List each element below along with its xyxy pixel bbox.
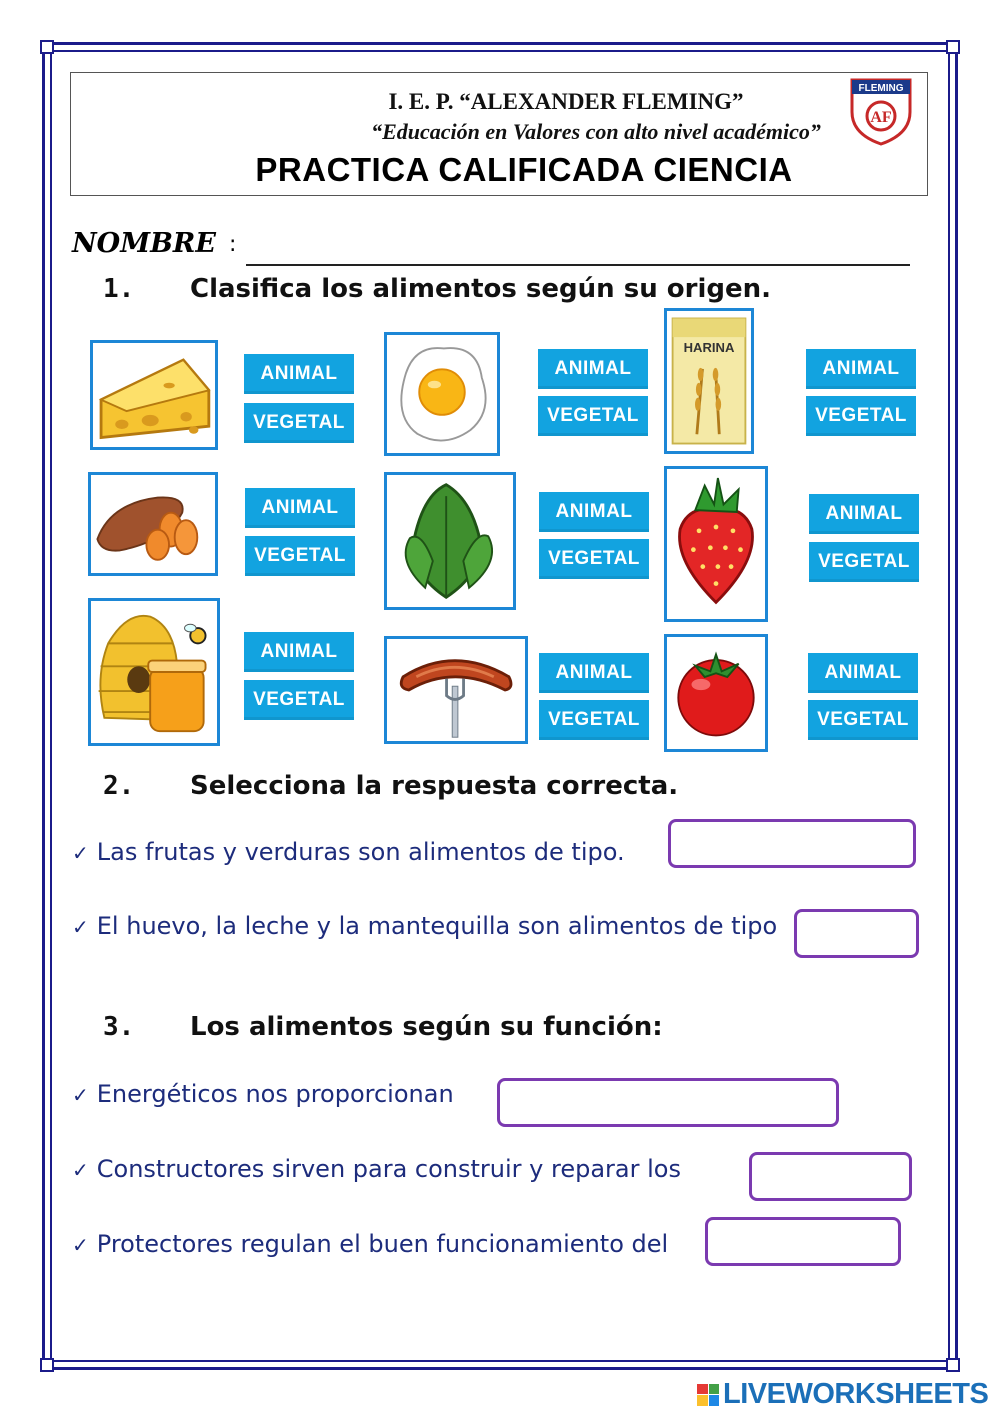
brand-logo-icon	[697, 1384, 719, 1406]
question-1-number: 1.	[103, 274, 135, 304]
spinach-icon	[384, 472, 516, 610]
tomato-icon	[664, 634, 768, 752]
answer-box[interactable]	[497, 1078, 839, 1127]
vegetal-button[interactable]: VEGETAL	[808, 700, 918, 740]
animal-button[interactable]: ANIMAL	[245, 488, 355, 528]
sweet-potato-icon	[88, 472, 218, 576]
flour-bag-icon	[664, 308, 754, 454]
vegetal-button[interactable]: VEGETAL	[538, 396, 648, 436]
vegetal-button[interactable]: VEGETAL	[809, 542, 919, 582]
question-2-number: 2.	[103, 771, 135, 801]
corner-ornament	[40, 40, 54, 54]
vegetal-button[interactable]: VEGETAL	[806, 396, 916, 436]
header-box	[70, 72, 928, 196]
check-icon: ✓	[72, 1158, 89, 1182]
check-icon: ✓	[72, 841, 89, 865]
nombre-colon: :	[229, 232, 237, 257]
question-2-item-2	[72, 912, 777, 940]
vegetal-button[interactable]: VEGETAL	[244, 403, 354, 443]
question-3-item-1	[72, 1080, 454, 1108]
page-title: PRACTICA CALIFICADA CIENCIA	[255, 151, 793, 188]
corner-ornament	[946, 1358, 960, 1372]
question-2-text: Selecciona la respuesta correcta.	[190, 771, 679, 801]
item-text: El huevo, la leche y la mantequilla son alimentos de tipo	[96, 912, 778, 940]
vegetal-button[interactable]: VEGETAL	[244, 680, 354, 720]
svg-text:AF: AF	[870, 109, 892, 126]
animal-button[interactable]: ANIMAL	[244, 632, 354, 672]
item-text: Constructores sirven para construir y reparar los	[96, 1155, 681, 1183]
animal-button[interactable]: ANIMAL	[539, 492, 649, 532]
check-icon: ✓	[72, 1233, 89, 1257]
answer-box[interactable]	[668, 819, 916, 868]
question-1-text: Clasifica los alimentos según su origen.	[190, 274, 771, 304]
question-3-text: Los alimentos según su función:	[190, 1012, 663, 1042]
item-text: Energéticos nos proporcionan	[96, 1080, 454, 1108]
logo-text: FLEMING	[858, 83, 904, 94]
school-logo	[848, 76, 914, 146]
item-text: Protectores regulan el buen funcionamiento del	[96, 1230, 669, 1258]
nombre-input-line[interactable]	[246, 264, 910, 266]
animal-button[interactable]: ANIMAL	[808, 653, 918, 693]
item-text: Las frutas y verduras son alimentos de tipo.	[96, 838, 625, 866]
answer-box[interactable]	[794, 909, 919, 958]
honey-icon	[88, 598, 220, 746]
corner-ornament	[946, 40, 960, 54]
answer-box[interactable]	[705, 1217, 901, 1266]
question-3-item-2	[72, 1155, 681, 1183]
corner-ornament	[40, 1358, 54, 1372]
animal-button[interactable]: ANIMAL	[539, 653, 649, 693]
school-motto: “Educación en Valores con alto nivel académico”	[371, 119, 821, 144]
strawberry-icon	[664, 466, 768, 622]
brand-text: LIVEWORKSHEETS	[723, 1378, 989, 1410]
vegetal-button[interactable]: VEGETAL	[245, 536, 355, 576]
school-name: I. E. P. “ALEXANDER FLEMING”	[388, 89, 744, 114]
animal-button[interactable]: ANIMAL	[806, 349, 916, 389]
check-icon: ✓	[72, 1083, 89, 1107]
question-3-number: 3.	[103, 1012, 135, 1042]
animal-button[interactable]: ANIMAL	[809, 494, 919, 534]
check-icon: ✓	[72, 915, 89, 939]
sausage-icon	[384, 636, 528, 744]
nombre-label: NOMBRE	[72, 228, 216, 259]
vegetal-button[interactable]: VEGETAL	[539, 700, 649, 740]
answer-box[interactable]	[749, 1152, 912, 1201]
liveworksheets-brand	[697, 1378, 988, 1411]
vegetal-button[interactable]: VEGETAL	[539, 539, 649, 579]
fried-egg-icon	[384, 332, 500, 456]
flour-label: HARINA	[683, 340, 735, 356]
question-3-item-3	[72, 1230, 668, 1258]
cheese-icon	[90, 340, 218, 450]
animal-button[interactable]: ANIMAL	[538, 349, 648, 389]
animal-button[interactable]: ANIMAL	[244, 354, 354, 394]
question-2-item-1	[72, 838, 625, 866]
